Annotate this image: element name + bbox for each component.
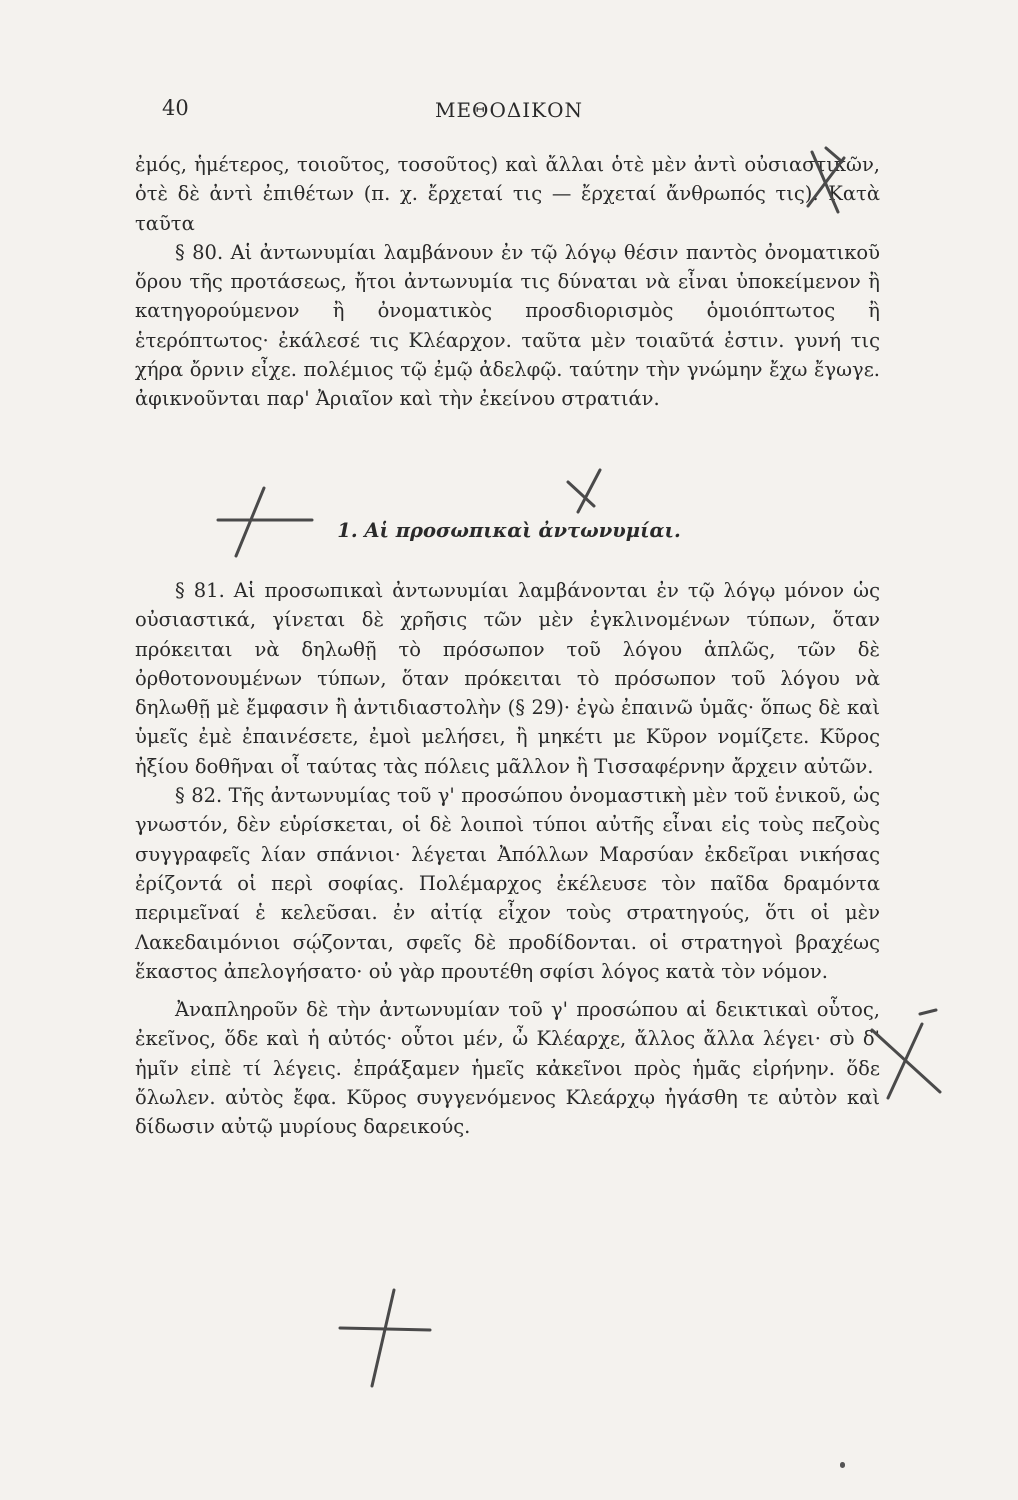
section-heading: 1. Αἱ προσωπικαὶ ἀντωνυμίαι. <box>337 519 681 542</box>
ink-speck <box>840 1462 845 1468</box>
paragraph-section-81: § 81. Αἱ προσωπικαὶ ἀντωνυμίαι λαμβάνονται ἐν τῷ λόγῳ μόνον ὡς οὐσιαστικά, γίνεται δὲ χρῆσις τῶν μὲν ἐγκλινομένων τύπων, ὅταν πρόκειται νὰ δηλωθῇ τὸ πρόσωπον τοῦ λόγου ἁπλῶς, τῶν δὲ ὀρθοτονουμένων τύπων, ὅταν πρόκειται τὸ πρόσωπον τοῦ λόγου νὰ δηλωθῇ μὲ ἔμφασιν ἢ ἀντιδιαστολὴν (§ 29)· ἐγὼ ἐπαινῶ ὑμᾶς· ὅπως δὲ καὶ ὑμεῖς ἐμὲ ἐπαινέσετε, ἐμοὶ μελήσει, ἢ μηκέτι με Κῦρον νομίζετε. Κῦρος ἠξίου δοθῆναι οἷ ταύτας τὰς πόλεις μᾶλλον ἢ Τισσαφέρνην ἄρχειν αὐτῶν. <box>135 579 880 778</box>
text-block-bottom <box>135 576 880 1142</box>
paragraph-section-82: § 82. Τῆς ἀντωνυμίας τοῦ γ' προσώπου ὀνομαστικὴ μὲν τοῦ ἑνικοῦ, ὡς γνωστόν, δὲν εὑρίσκεται, οἱ δὲ λοιποὶ τύποι αὐτῆς εἶναι εἰς τοὺς πεζοὺς συγγραφεῖς λίαν σπάνιοι· λέγεται Ἀπόλλων Μαρσύαν ἐκδεῖραι νικήσας ἐρίζοντά οἱ περὶ σοφίας. Πολέμαρχος ἐκέλευσε τὸν παῖδα δραμόντα περιμεῖναί ἑ κελεῦσαι. ἐν αἰτίᾳ εἶχον τοὺς στρατηγούς, ὅτι οἱ μὲν Λακεδαιμόνιοι σῴζονται, σφεῖς δὲ προδίδονται. οἱ στρατηγοὶ βραχέως ἕκαστος ἀπελογήσατο· οὐ γὰρ προυτέθη σφίσι λόγος κατὰ τὸν νόμον. <box>135 784 880 983</box>
paragraph-continuation: ἐμός, ἡμέτερος, τοιοῦτος, τοσοῦτος) καὶ ἄλλαι ὁτὲ μὲν ἀντὶ οὐσιαστικῶν, ὁτὲ δὲ ἀντὶ ἐπιθέτων (π. χ. ἔρχεταί τις — ἔρχεταί ἄνθρωπός τις). Κατὰ ταῦτα <box>135 153 880 235</box>
text-block-top <box>135 150 880 414</box>
paragraph-section-80: § 80. Αἱ ἀντωνυμίαι λαμβάνουν ἐν τῷ λόγῳ θέσιν παντὸς ὀνοματικοῦ ὅρου τῆς προτάσεως, ἤτοι ἀντωνυμία τις δύναται νὰ εἶναι ὑποκείμενον ἢ κατηγορούμενον ἢ ὀνοματικὸς προσδιορισμὸς ὁμοιόπτωτος ἢ ἑτερόπτωτος· ἐκάλεσέ τις Κλέαρχον. ταῦτα μὲν τοιαῦτά ἐστιν. γυνή τις χήρα ὄρνιν εἶχε. πολέμιος τῷ ἐμῷ ἀδελφῷ. ταύτην τὴν γνώμην ἔχω ἔγωγε. ἀφικνοῦνται παρ' Ἀριαῖον καὶ τὴν ἐκείνου στρατιάν. <box>135 240 880 411</box>
paragraph-demonstratives: Ἀναπληροῦν δὲ τὴν ἀντωνυμίαν τοῦ γ' προσώπου αἱ δεικτικαὶ οὗτος, ἐκεῖνος, ὅδε καὶ ἡ αὐτός· οὗτοι μέν, ὦ Κλέαρχε, ἄλλος ἄλλα λέγει· σὺ δ' ἡμῖν εἰπὲ τί λέγεις. ἐπράξαμεν ἡμεῖς κἀκεῖνοι πρὸς ἡμᾶς εἰρήνην. ὅδε ὄλωλεν. αὐτὸς ἔφα. Κῦρος συγγενόμενος Κλεάρχῳ ἠγάσθη τε αὐτὸν καὶ δίδωσιν αὐτῷ μυρίους δαρεικούς. <box>135 998 880 1139</box>
page-number: 40 <box>162 96 189 120</box>
running-title: ΜΕΘΟΔΙΚΟΝ <box>434 98 584 122</box>
page-header <box>0 96 1018 132</box>
